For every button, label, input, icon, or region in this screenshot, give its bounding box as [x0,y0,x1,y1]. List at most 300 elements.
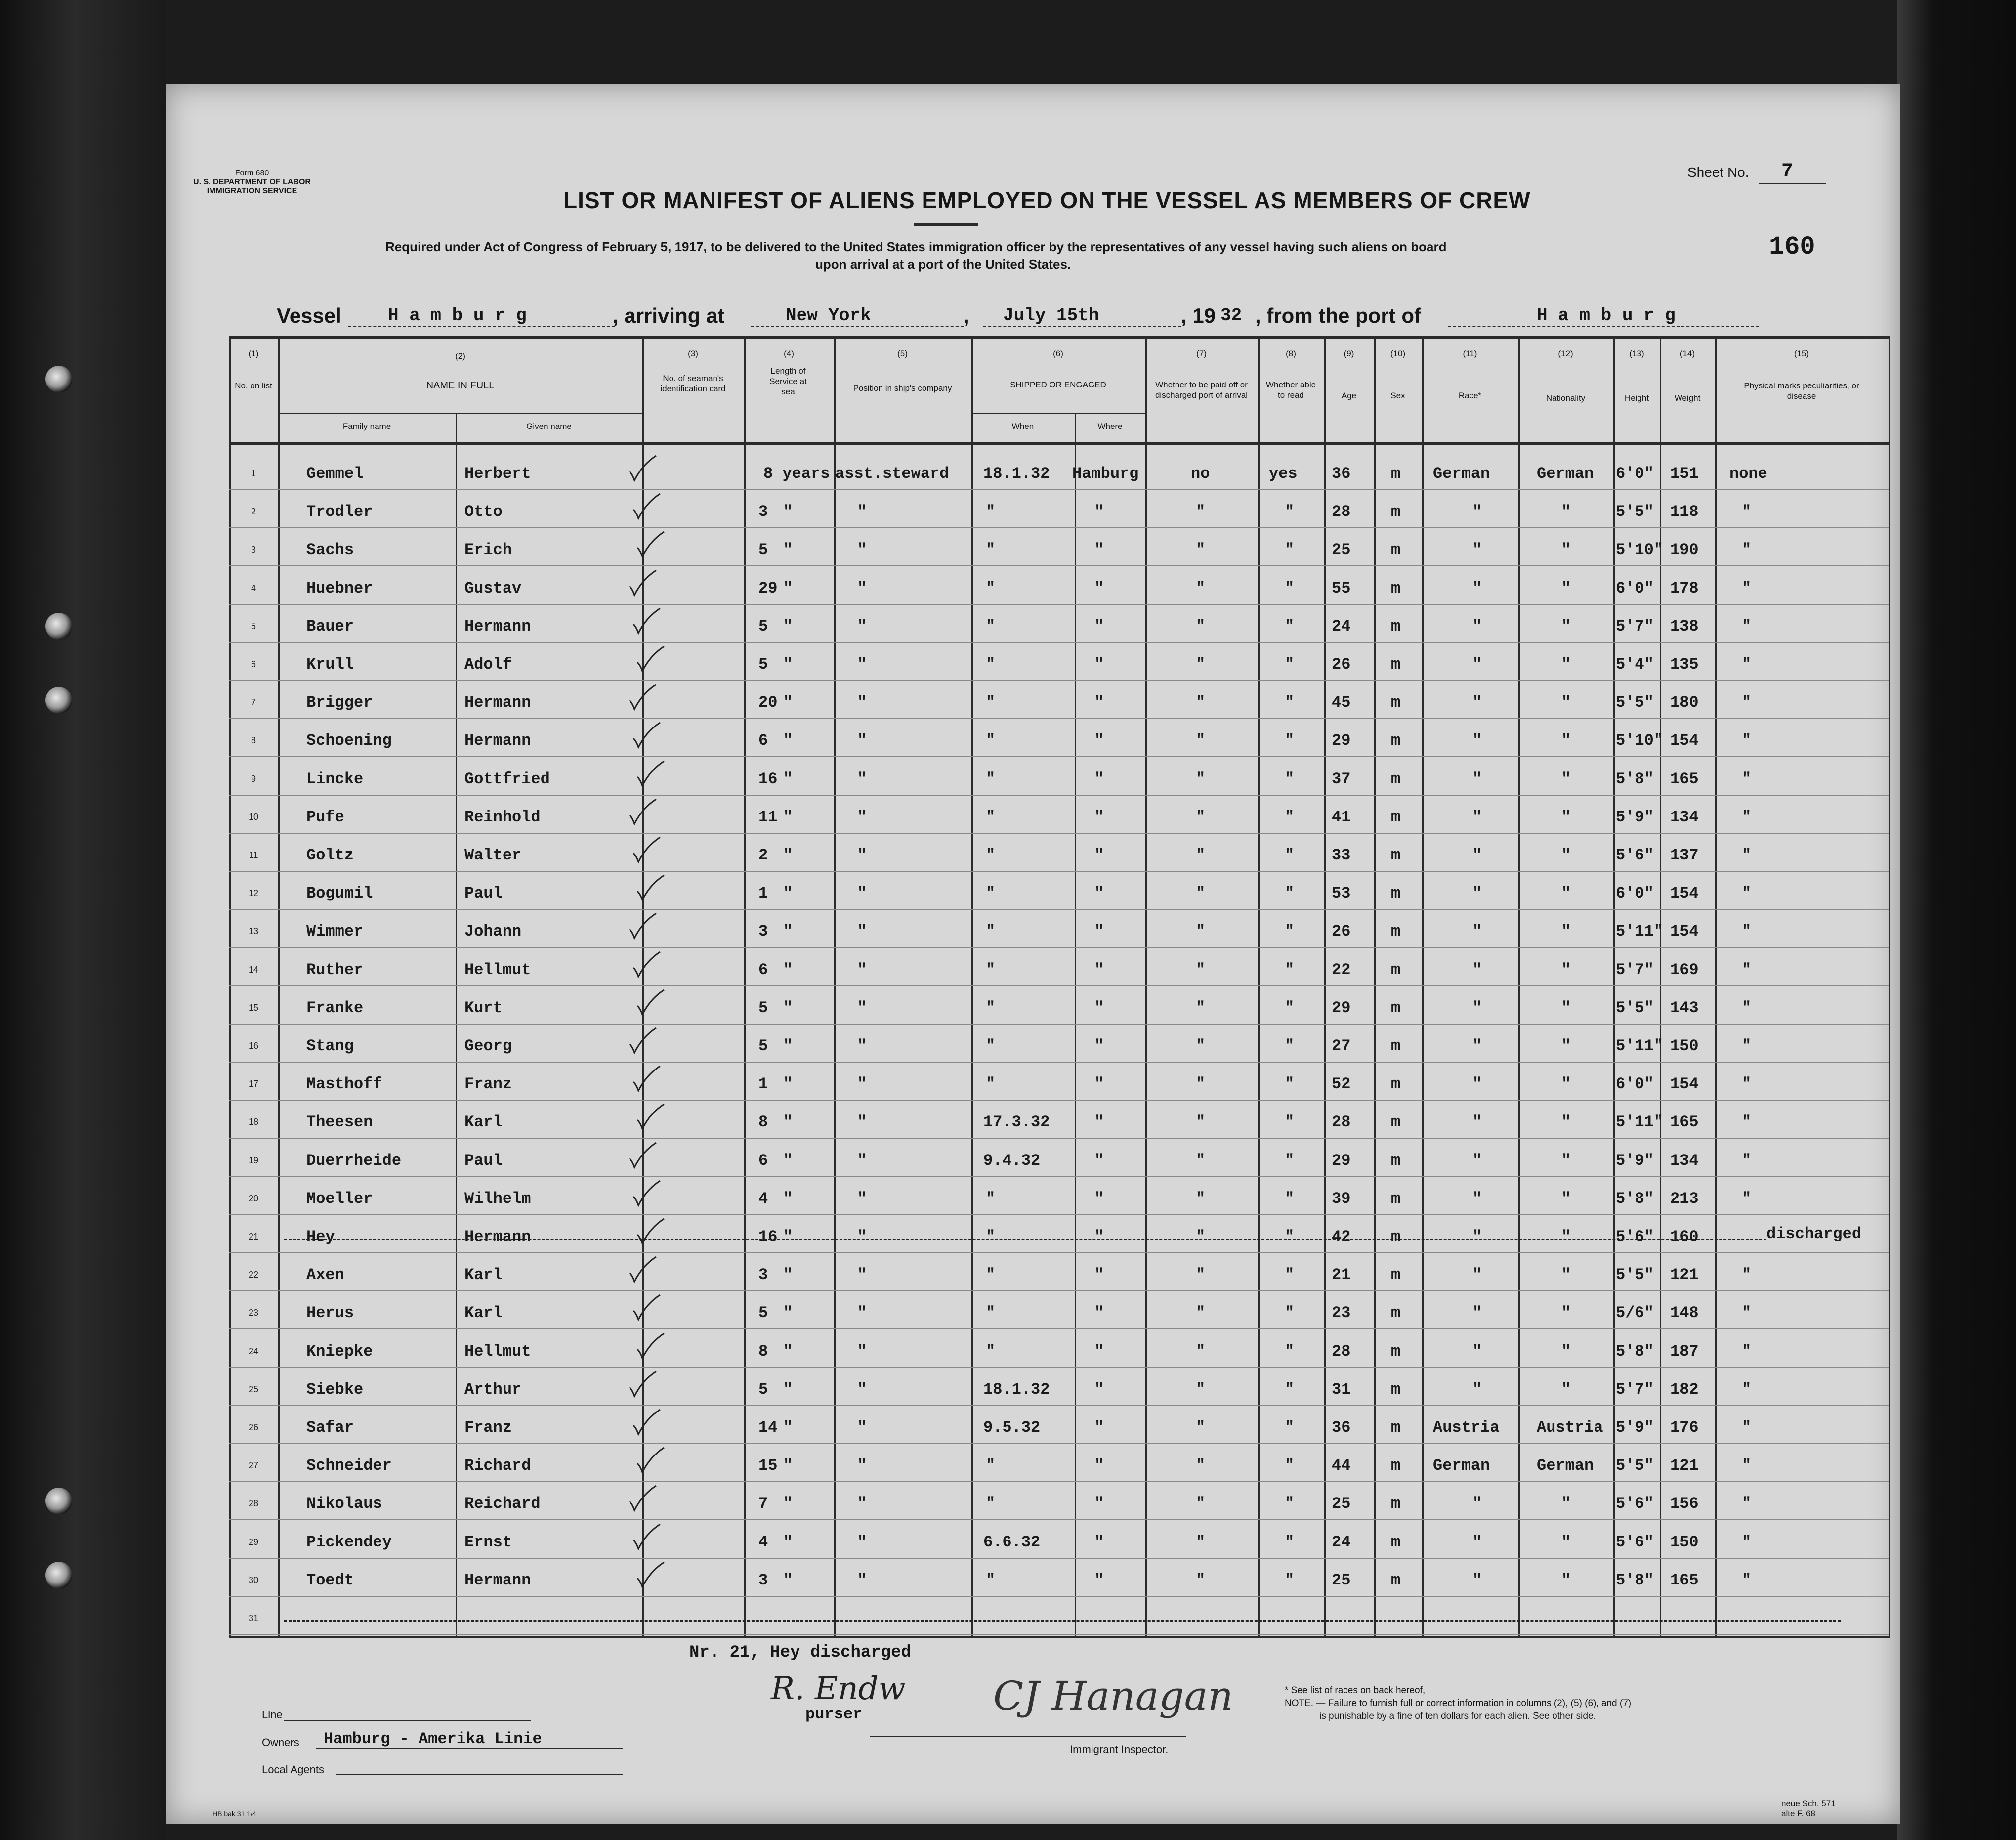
ditto-mark: " [1472,1037,1482,1055]
shipped-when: 9.5.32 [983,1418,1041,1437]
schedule-old: alte F. 68 [1781,1809,1815,1818]
col-6b-header: Where [1097,422,1123,431]
check-mark-icon [628,684,657,713]
col-7-number: (7) [1196,349,1207,358]
ditto-mark: " [1285,617,1295,636]
ditto-mark: " [783,617,793,636]
page-number: 160 [1769,232,1815,261]
height: 5'8" [1616,770,1654,788]
ditto-mark: " [1561,1304,1571,1322]
family-name: Franke [306,999,364,1017]
ditto-mark: " [1285,1037,1295,1055]
weight: 165 [1670,1113,1699,1131]
row-number: 26 [248,1422,259,1432]
weight: 176 [1670,1418,1699,1437]
check-mark-icon [631,1523,661,1553]
row-rule [229,1252,1889,1253]
age: 29 [1332,999,1351,1017]
given-name: Karl [464,1304,503,1322]
ditto-mark: " [857,1113,867,1131]
ditto-mark: " [1196,1456,1206,1475]
height: 5'5" [1616,999,1654,1017]
ditto-mark: " [1561,808,1571,826]
ditto-mark: " [1742,693,1752,712]
sex: m [1391,999,1401,1017]
ditto-mark: " [1285,1533,1295,1551]
ditto-mark: " [1285,731,1295,750]
ditto-mark: " [1285,655,1295,674]
col-8-number: (8) [1286,349,1296,358]
row-number: 19 [248,1155,259,1165]
ditto-mark: " [1196,731,1206,750]
age: 41 [1332,808,1351,826]
ditto-mark: " [857,541,867,559]
col-8-header: Whether able to read [1265,380,1316,400]
purser-signature: R. Endw [771,1670,906,1707]
family-name: Pickendey [306,1533,392,1551]
ditto-mark: " [1561,1228,1571,1246]
given-name: Arthur [464,1380,522,1399]
ditto-mark: " [1285,1495,1295,1513]
weight: 160 [1670,1228,1699,1246]
ditto-mark: " [1561,503,1571,521]
weight: 134 [1670,1152,1699,1170]
ditto-mark: " [1561,1571,1571,1589]
col-12-number: (12) [1558,349,1573,358]
ditto-mark: " [1094,1075,1104,1093]
height: 5'7" [1616,1380,1654,1399]
weight: 154 [1670,922,1699,941]
age: 36 [1332,465,1351,483]
ditto-mark: " [1094,961,1104,979]
ditto-mark: " [1742,1342,1752,1361]
check-mark-icon [635,1561,665,1591]
check-mark-icon [635,1103,665,1133]
ditto-mark: " [1094,731,1104,750]
ditto-mark: " [1094,617,1104,636]
given-name: Wilhelm [464,1190,531,1208]
height: 5'8" [1616,1190,1654,1208]
row-number: 4 [251,583,256,593]
given-name: Johann [464,922,522,941]
ditto-mark: " [986,617,996,636]
ditto-mark: " [1094,1152,1104,1170]
ditto-mark: " [1742,999,1752,1017]
sex: m [1391,1456,1401,1475]
ditto-mark: " [1285,541,1295,559]
ditto-mark: " [857,731,867,750]
ditto-mark: " [1094,884,1104,902]
row-number: 28 [248,1498,259,1508]
ditto-mark: " [1285,961,1295,979]
shipped-when: 18.1.32 [983,465,1050,483]
ditto-mark: " [986,999,996,1017]
service-length: 11 [758,808,778,826]
ditto-mark: " [1094,1380,1104,1399]
shipped-when: 9.4.32 [983,1152,1041,1170]
check-mark-icon [628,1027,657,1057]
ditto-mark: " [857,1533,867,1551]
ditto-mark: " [783,731,793,750]
age: 44 [1332,1456,1351,1475]
height: 5'8" [1616,1571,1654,1589]
ditto-mark: " [1561,1533,1571,1551]
family-name: Wimmer [306,922,364,941]
ditto-mark: " [1285,579,1295,598]
col-5-header: Position in ship's company [853,384,952,393]
ditto-mark: " [1472,731,1482,750]
ditto-mark: " [1742,1113,1752,1131]
age: 25 [1332,541,1351,559]
ditto-mark: " [783,999,793,1017]
family-name: Herus [306,1304,354,1322]
sex: m [1391,1342,1401,1361]
punch-hole [45,1562,72,1588]
ditto-mark: " [1742,617,1752,636]
ditto-mark: " [1742,770,1752,788]
service-length: 3 [758,1571,768,1589]
weight: 165 [1670,770,1699,788]
col-2-header: NAME IN FULL [426,380,495,391]
service-length: 5 [758,1380,768,1399]
ditto-mark: " [1094,1266,1104,1284]
ditto-mark: " [1742,541,1752,559]
ditto-mark: " [857,503,867,521]
ditto-mark: " [857,846,867,864]
weight: 121 [1670,1456,1699,1475]
ditto-mark: " [1094,770,1104,788]
check-mark-icon [635,531,665,560]
col-2b-header: Given name [526,422,572,431]
weight: 151 [1670,465,1699,483]
family-name: Hey [306,1228,335,1246]
printer-mark: HB bak 31 1/4 [212,1810,256,1818]
binder-strip [0,0,166,1840]
ditto-mark: " [986,922,996,941]
weight: 150 [1670,1533,1699,1551]
sex: m [1391,1533,1401,1551]
col-15-number: (15) [1794,349,1809,358]
height: 5'8" [1616,1342,1654,1361]
col-5-number: (5) [897,349,908,358]
ditto-mark: " [1742,1075,1752,1093]
ditto-mark: " [1472,1075,1482,1093]
shipped-when: 18.1.32 [983,1380,1050,1399]
family-name: Pufe [306,808,344,826]
arriving-port: New York [786,305,871,326]
row-number: 7 [251,697,256,707]
col-7-header: Whether to be paid off or discharged port of arrival [1155,380,1248,400]
height: 6'0" [1616,884,1654,902]
ditto-mark: " [1094,808,1104,826]
col-13-number: (13) [1629,349,1644,358]
ditto-mark: " [1561,1266,1571,1284]
able-to-read: yes [1269,465,1298,483]
sex: m [1391,465,1401,483]
given-name: Hermann [464,693,531,712]
row-rule [229,1405,1889,1406]
ditto-mark: " [1742,808,1752,826]
ditto-mark: " [1561,1037,1571,1055]
row-number: 21 [248,1232,259,1241]
ditto-mark: " [783,1456,793,1475]
age: 29 [1332,1152,1351,1170]
ditto-mark: " [1094,1304,1104,1322]
ditto-mark: " [1196,1495,1206,1513]
service-length: 14 [758,1418,778,1437]
given-name: Walter [464,846,522,864]
row-rule [229,1634,1889,1635]
ditto-mark: " [783,655,793,674]
manifest-sheet [166,84,1900,1824]
height: 5'6" [1616,846,1654,864]
height: 5'10" [1616,731,1664,750]
sex: m [1391,884,1401,902]
family-name: Axen [306,1266,344,1284]
age: 21 [1332,1266,1351,1284]
sex: m [1391,1190,1401,1208]
weight: 156 [1670,1495,1699,1513]
ditto-mark: " [1196,1266,1206,1284]
check-mark-icon [631,1409,661,1438]
ditto-mark: " [1472,1190,1482,1208]
ditto-mark: " [1472,1571,1482,1589]
ditto-mark: " [1561,1075,1571,1093]
punch-hole [45,1488,72,1514]
sex: m [1391,579,1401,598]
col-9-header: Age [1341,391,1357,400]
sex: m [1391,503,1401,521]
row-number: 3 [251,545,256,555]
row-number: 30 [248,1575,259,1585]
ditto-mark: " [1285,884,1295,902]
weight: 165 [1670,1571,1699,1589]
ditto-mark: " [857,1571,867,1589]
ditto-mark: " [1196,655,1206,674]
age: 55 [1332,579,1351,598]
check-mark-icon [628,1485,657,1514]
given-name: Hermann [464,1228,531,1246]
row-number: 20 [248,1194,259,1203]
row-number: 17 [248,1079,259,1089]
ditto-mark: " [1561,541,1571,559]
ditto-mark: " [1094,503,1104,521]
right-edge [1897,0,2016,1840]
weight: 137 [1670,846,1699,864]
ditto-mark: " [1094,1533,1104,1551]
ditto-mark: " [1285,922,1295,941]
ditto-mark: " [1742,884,1752,902]
given-name: Franz [464,1075,512,1093]
height: 5'5" [1616,1266,1654,1284]
ditto-mark: " [857,808,867,826]
race: German [1433,1456,1490,1475]
family-name: Masthoff [306,1075,382,1093]
row-number: 24 [248,1346,259,1356]
weight: 118 [1670,503,1699,521]
weight: 138 [1670,617,1699,636]
family-name: Bogumil [306,884,373,902]
department: U. S. DEPARTMENT OF LABOR [193,178,311,186]
height: 5'5" [1616,1456,1654,1475]
ditto-mark: " [1472,1152,1482,1170]
given-name: Erich [464,541,512,559]
ditto-mark: " [1094,693,1104,712]
height: 5'11" [1616,1113,1664,1131]
row-number: 5 [251,621,256,631]
ditto-mark: " [1196,808,1206,826]
age: 28 [1332,503,1351,521]
col-4-header: Length of Service at sea [769,366,807,396]
ditto-mark: " [1561,693,1571,712]
ditto-mark: " [986,541,996,559]
row-number: 15 [248,1003,259,1013]
row-rule [229,489,1889,490]
family-name: Krull [306,655,354,674]
ditto-mark: " [1472,846,1482,864]
ditto-mark: " [783,503,793,521]
row-number: 11 [249,850,258,860]
table-top-border [229,336,1890,339]
ditto-mark: " [857,1495,867,1513]
row-rule [229,795,1889,796]
purser-label: purser [805,1705,863,1723]
sex: m [1391,808,1401,826]
ditto-mark: " [1472,693,1482,712]
ditto-mark: " [1561,770,1571,788]
ditto-mark: " [783,1113,793,1131]
service-length: 15 [758,1456,778,1475]
ditto-mark: " [1472,808,1482,826]
ditto-mark: " [1094,999,1104,1017]
ditto-mark: " [1561,922,1571,941]
punch-hole [45,613,72,640]
row-rule [229,604,1889,605]
ditto-mark: " [783,808,793,826]
check-mark-icon [628,1142,657,1171]
ditto-mark: " [1561,1152,1571,1170]
ditto-mark: " [1561,1342,1571,1361]
ditto-mark: " [783,922,793,941]
subtitle-line-2: upon arrival at a port of the United States. [815,257,1071,272]
ditto-mark: " [986,1190,996,1208]
height: 5'11" [1616,1037,1664,1055]
check-mark-icon [631,951,661,981]
check-mark-icon [628,912,657,942]
shipped-where: Hamburg [1072,465,1139,483]
sex: m [1391,1266,1401,1284]
ditto-mark: " [1472,1228,1482,1246]
weight: 150 [1670,1037,1699,1055]
ditto-mark: " [1472,1113,1482,1131]
row-rule [229,642,1889,643]
sex: m [1391,1228,1401,1246]
ditto-mark: " [1094,1495,1104,1513]
row-rule [229,947,1889,948]
given-name: Ernst [464,1533,512,1551]
col-13-header: Height [1624,393,1649,403]
height: 6'0" [1616,465,1654,483]
nationality: German [1537,465,1594,483]
given-name: Hellmut [464,1342,531,1361]
ditto-mark: " [857,961,867,979]
check-mark-icon [635,645,665,675]
row-rule [229,680,1889,681]
ditto-mark: " [986,503,996,521]
year-suffix: 32 [1220,305,1242,326]
weight: 154 [1670,731,1699,750]
ditto-mark: " [1285,999,1295,1017]
weight: 213 [1670,1190,1699,1208]
col-12-header: Nationality [1546,393,1586,403]
given-name: Hermann [464,1571,531,1589]
service-length: 6 [758,731,768,750]
col-3-header: No. of seaman's identification card [660,374,726,393]
row-rule [229,909,1889,910]
col-6a-header: When [1011,422,1034,431]
ditto-mark: " [1196,693,1206,712]
from-port: H a m b u r g [1537,305,1676,326]
ditto-mark: " [1196,1152,1206,1170]
row-number: 13 [248,926,259,936]
discharge-note: Nr. 21, Hey discharged [689,1643,911,1662]
ditto-mark: " [1196,1304,1206,1322]
family-name: Gemmel [306,465,364,483]
ditto-mark: " [986,884,996,902]
row-rule [229,1481,1889,1482]
ditto-mark: " [783,1380,793,1399]
ditto-mark: " [783,541,793,559]
strike-through-line [284,1239,1766,1240]
row-rule [229,1024,1889,1025]
race: Austria [1433,1418,1500,1437]
ditto-mark: " [1285,1152,1295,1170]
service-length: 4 [758,1533,768,1551]
ditto-mark: " [1285,1228,1295,1246]
service-length: 5 [758,1304,768,1322]
ditto-mark: " [783,579,793,598]
ditto-mark: " [783,1190,793,1208]
given-name: Karl [464,1266,503,1284]
from-port-label: , from the port of [1255,304,1421,327]
ditto-mark: " [1094,1418,1104,1437]
weight: 135 [1670,655,1699,674]
family-name: Bauer [306,617,354,636]
ditto-mark: " [1196,961,1206,979]
ditto-mark: " [986,1571,996,1589]
weight: 187 [1670,1342,1699,1361]
ditto-mark: " [1094,1571,1104,1589]
check-mark-icon [628,798,657,828]
ditto-mark: " [857,884,867,902]
row-rule [229,1367,1889,1368]
age: 39 [1332,1190,1351,1208]
given-name: Franz [464,1418,512,1437]
service-length: 4 [758,1190,768,1208]
height: 5'5" [1616,693,1654,712]
height: 5'7" [1616,961,1654,979]
ditto-mark: " [857,655,867,674]
ditto-mark: " [1472,922,1482,941]
ditto-mark: " [857,1456,867,1475]
ditto-mark: " [1196,1037,1206,1055]
ditto-mark: " [986,693,996,712]
ditto-mark: " [857,693,867,712]
row-rule [229,1596,1889,1597]
ditto-mark: " [1094,655,1104,674]
row-rule [229,1443,1889,1444]
family-name: Schneider [306,1456,392,1475]
